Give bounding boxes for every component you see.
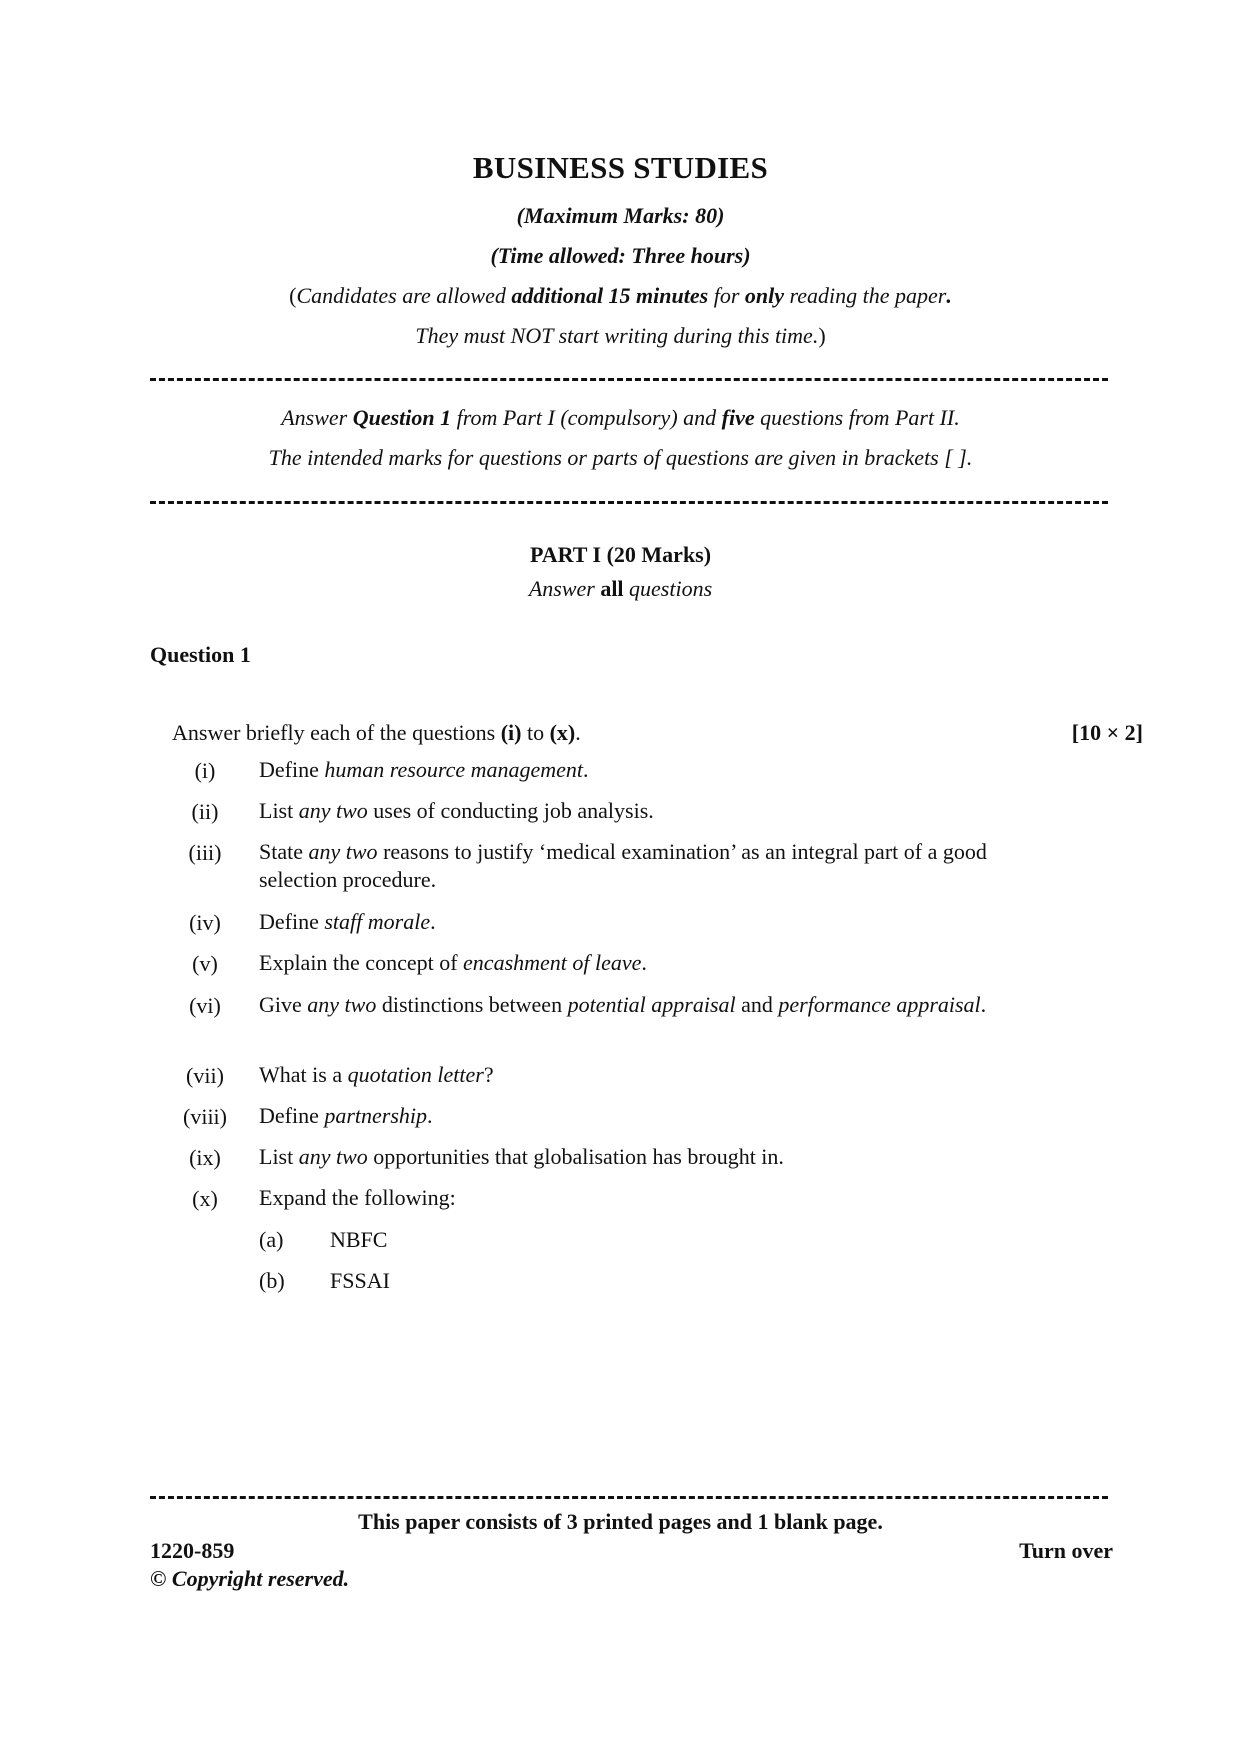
sub-item-number: (b) <box>259 1268 285 1293</box>
question-item <box>259 1061 1031 1089</box>
instr1-question-1: Question 1 <box>352 405 452 430</box>
reading-suffix: reading the paper <box>784 283 947 308</box>
reading-line2-text: They must NOT start writing during this time. <box>415 323 819 348</box>
item-emphasis: staff morale <box>324 909 431 934</box>
item-emphasis: quotation letter <box>347 1062 484 1087</box>
paper-code: 1220-859 <box>150 1538 235 1563</box>
part1-sub-suffix: questions <box>623 576 713 601</box>
paper-title: BUSINESS STUDIES <box>472 150 769 185</box>
reading-close-paren: ) <box>818 323 826 348</box>
item-text: . <box>641 950 647 975</box>
copyright-notice: © Copyright reserved. <box>150 1566 350 1591</box>
item-emphasis: any two <box>307 992 377 1017</box>
item-text: Explain the concept of <box>259 950 464 975</box>
item-text: Give <box>259 992 308 1017</box>
instruction-line-2: The intended marks for questions or parts of questions are given in brackets [ ]. <box>268 445 973 470</box>
part1-sub-prefix: Answer <box>528 576 601 601</box>
item-emphasis: any two <box>308 839 378 864</box>
item-number: (ii) <box>191 799 219 824</box>
footer-page-note: This paper consists of 3 printed pages and 1 blank page. <box>358 1509 883 1534</box>
item-text: State <box>259 839 309 864</box>
divider-top <box>150 378 1108 381</box>
item-number: (vi) <box>189 993 221 1018</box>
item-emphasis: partnership <box>324 1103 428 1128</box>
item-text: . <box>430 909 436 934</box>
sub-item-text: FSSAI <box>330 1268 390 1293</box>
item-text: reasons to justify ‘medical examination’ as an integral part of a good selection procedure. <box>259 839 987 892</box>
time-allowed: (Time allowed: Three hours) <box>490 243 751 268</box>
item-text: . <box>980 992 987 1017</box>
question-item <box>259 756 1031 784</box>
item-text: ? <box>483 1062 494 1087</box>
item-number: (i) <box>194 758 216 783</box>
reading-mid: for <box>708 283 745 308</box>
item-text: Define <box>259 1103 325 1128</box>
q1-instr-prefix: Answer briefly each of the questions <box>172 720 501 745</box>
question-item <box>259 838 1031 894</box>
reading-prefix: Candidates are allowed <box>296 283 512 308</box>
instr1-suffix: questions from Part II. <box>754 405 960 430</box>
instr1-five: five <box>721 405 755 430</box>
sub-item-text: NBFC <box>330 1227 388 1252</box>
q1-instr-suffix: . <box>575 720 581 745</box>
q1-instr-from: (i) <box>500 720 522 745</box>
instr1-prefix: Answer <box>281 405 353 430</box>
item-number: (viii) <box>183 1104 227 1129</box>
item-text: . <box>583 757 589 782</box>
item-text: distinctions between <box>376 992 568 1017</box>
q1-instr-to: (x) <box>549 720 576 745</box>
item-number: (vii) <box>186 1063 224 1088</box>
part1-sub-all: all <box>600 576 624 601</box>
reading-open-paren: ( <box>289 283 297 308</box>
item-text: What is a <box>259 1062 348 1087</box>
maximum-marks: (Maximum Marks: 80) <box>516 203 725 228</box>
question-item <box>259 1102 1031 1130</box>
question-item <box>259 797 1031 825</box>
item-text: List <box>259 798 299 823</box>
reading-end-period: . <box>946 283 952 308</box>
item-number: (x) <box>192 1186 218 1211</box>
item-text: . <box>427 1103 433 1128</box>
item-text: uses of conducting job analysis. <box>367 798 654 823</box>
question-item <box>259 1143 1031 1171</box>
divider-bottom <box>150 501 1108 504</box>
reading-time-line-2 <box>0 323 1241 349</box>
part-1-subtitle <box>0 576 1241 602</box>
turn-over-label: Turn over <box>1019 1538 1113 1563</box>
question-1-instruction <box>172 720 581 746</box>
question-item <box>259 949 1031 977</box>
reading-time-line <box>0 283 1241 309</box>
item-text: opportunities that globalisation has brought in. <box>367 1144 784 1169</box>
item-text: Expand the following: <box>259 1185 456 1210</box>
reading-bold-duration: additional 15 minutes <box>511 283 709 308</box>
sub-item-number: (a) <box>259 1227 284 1252</box>
item-number: (v) <box>192 951 218 976</box>
question-item <box>259 908 1031 936</box>
instruction-line-1 <box>0 405 1241 431</box>
item-text: and <box>735 992 779 1017</box>
item-text: Define <box>259 909 325 934</box>
item-emphasis: performance appraisal <box>778 992 981 1017</box>
item-text: Define <box>259 757 325 782</box>
item-number: (iii) <box>188 840 222 865</box>
item-emphasis: human resource management <box>324 757 584 782</box>
item-number: (iv) <box>189 910 221 935</box>
item-emphasis: any two <box>298 1144 368 1169</box>
item-number: (ix) <box>189 1145 221 1170</box>
question-1-heading: Question 1 <box>150 642 251 667</box>
item-emphasis: encashment of leave <box>463 950 642 975</box>
item-emphasis: any two <box>298 798 368 823</box>
question-item <box>259 991 1031 1019</box>
part-1-title: PART I (20 Marks) <box>529 542 712 567</box>
instr1-mid: from Part I (compulsory) and <box>451 405 722 430</box>
item-emphasis: potential appraisal <box>567 992 736 1017</box>
question-1-marks: [10 × 2] <box>1071 720 1143 745</box>
reading-bold-only: only <box>744 283 785 308</box>
divider-footer <box>150 1496 1108 1499</box>
question-item <box>259 1184 1031 1212</box>
q1-instr-mid: to <box>521 720 550 745</box>
item-text: List <box>259 1144 299 1169</box>
